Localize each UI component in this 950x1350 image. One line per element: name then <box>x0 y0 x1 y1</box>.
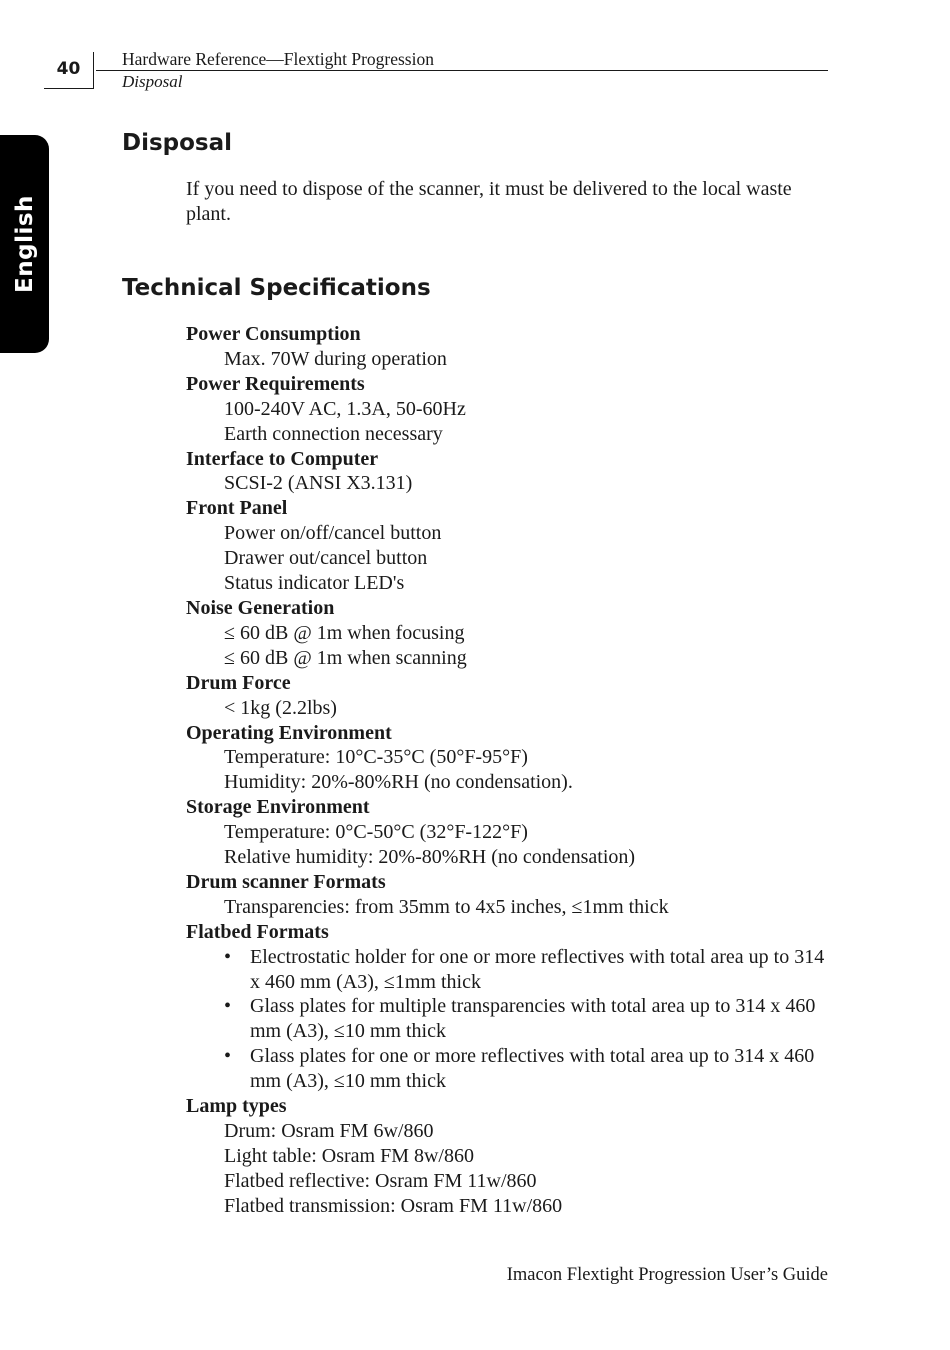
spec-item <box>186 870 831 920</box>
spec-item <box>186 372 831 447</box>
spec-value: Status indicator LED's <box>224 572 405 595</box>
spec-bullet-item <box>186 1044 831 1094</box>
spec-value: Earth connection necessary <box>224 422 443 445</box>
spec-value: Flatbed transmission: Osram FM 11w/860 <box>224 1194 563 1217</box>
spec-heading: Power Requirements <box>186 372 365 395</box>
spec-heading: Flatbed Formats <box>186 920 329 943</box>
spec-value: Humidity: 20%-80%RH (no condensation). <box>224 771 573 794</box>
spec-value: Drum: Osram FM 6w/860 <box>224 1120 434 1142</box>
bullet-icon: • <box>224 945 232 968</box>
spec-value: ≤ 60 dB @ 1m when focusing <box>224 621 465 644</box>
footer-text: Imacon Flextight Progression User’s Guide <box>506 1265 828 1285</box>
spec-value: SCSI-2 (ANSI X3.131) <box>224 472 413 495</box>
spec-bullet-text: Glass plates for multiple transparencies with total area up to 314 x 460 mm (A3), ≤10 mm thick <box>250 995 816 1043</box>
bullet-icon: • <box>224 995 232 1018</box>
spec-value: ≤ 60 dB @ 1m when scanning <box>224 646 467 669</box>
spec-item <box>186 1094 831 1219</box>
spec-item <box>186 920 831 1094</box>
page-number: 40 <box>44 52 94 89</box>
spec-value: < 1kg (2.2lbs) <box>224 696 337 719</box>
spec-item <box>186 496 831 596</box>
disposal-title: Disposal <box>122 130 233 156</box>
disposal-text: If you need to dispose of the scanner, it must be delivered to the local waste plant. <box>186 178 792 225</box>
language-tab <box>0 135 49 353</box>
spec-item <box>186 795 831 870</box>
spec-heading: Drum Force <box>186 671 291 694</box>
spec-value: Transparencies: from 35mm to 4x5 inches, ≤1mm thick <box>224 895 669 918</box>
spec-value: Max. 70W during operation <box>224 347 447 370</box>
spec-value: Power on/off/cancel button <box>224 522 442 545</box>
spec-list <box>186 322 831 1219</box>
spec-value: Relative humidity: 20%-80%RH (no condensation) <box>224 846 636 869</box>
spec-heading: Noise Generation <box>186 596 335 619</box>
spec-heading: Interface to Computer <box>186 447 379 470</box>
spec-item <box>186 671 831 721</box>
tech-specs-title: Technical Specifications <box>122 275 431 301</box>
spec-heading: Storage Environment <box>186 796 370 819</box>
bullet-icon: • <box>224 1045 232 1068</box>
spec-heading: Operating Environment <box>186 721 392 744</box>
language-tab-label: English <box>11 195 38 293</box>
spec-value: 100-240V AC, 1.3A, 50-60Hz <box>224 397 466 420</box>
spec-bullet-item <box>186 945 831 995</box>
spec-item <box>186 322 831 372</box>
spec-item <box>186 447 831 497</box>
spec-value: Temperature: 0°C-50°C (32°F-122°F) <box>224 821 528 844</box>
spec-heading: Drum scanner Formats <box>186 870 386 893</box>
spec-bullet-item <box>186 994 831 1044</box>
spec-item <box>186 721 831 796</box>
spec-value: Temperature: 10°C-35°C (50°F-95°F) <box>224 746 528 769</box>
spec-heading: Front Panel <box>186 497 288 520</box>
running-section: Disposal <box>122 72 183 91</box>
spec-value: Flatbed reflective: Osram FM 11w/860 <box>224 1169 537 1192</box>
spec-bullet-text: Glass plates for one or more reflectives with total area up to 314 x 460 mm (A3), ≤10 mm thick <box>250 1045 815 1093</box>
header-rule <box>96 70 828 71</box>
running-title: Hardware Reference—Flextight Progression <box>122 49 434 69</box>
spec-value: Drawer out/cancel button <box>224 547 428 570</box>
spec-value: Light table: Osram FM 8w/860 <box>224 1144 474 1167</box>
spec-heading: Power Consumption <box>186 323 361 345</box>
spec-bullet-text: Electrostatic holder for one or more reflectives with total area up to 314 x 460 mm (A3), ≤1mm thick <box>250 945 825 993</box>
spec-item <box>186 596 831 671</box>
spec-heading: Lamp types <box>186 1095 287 1118</box>
